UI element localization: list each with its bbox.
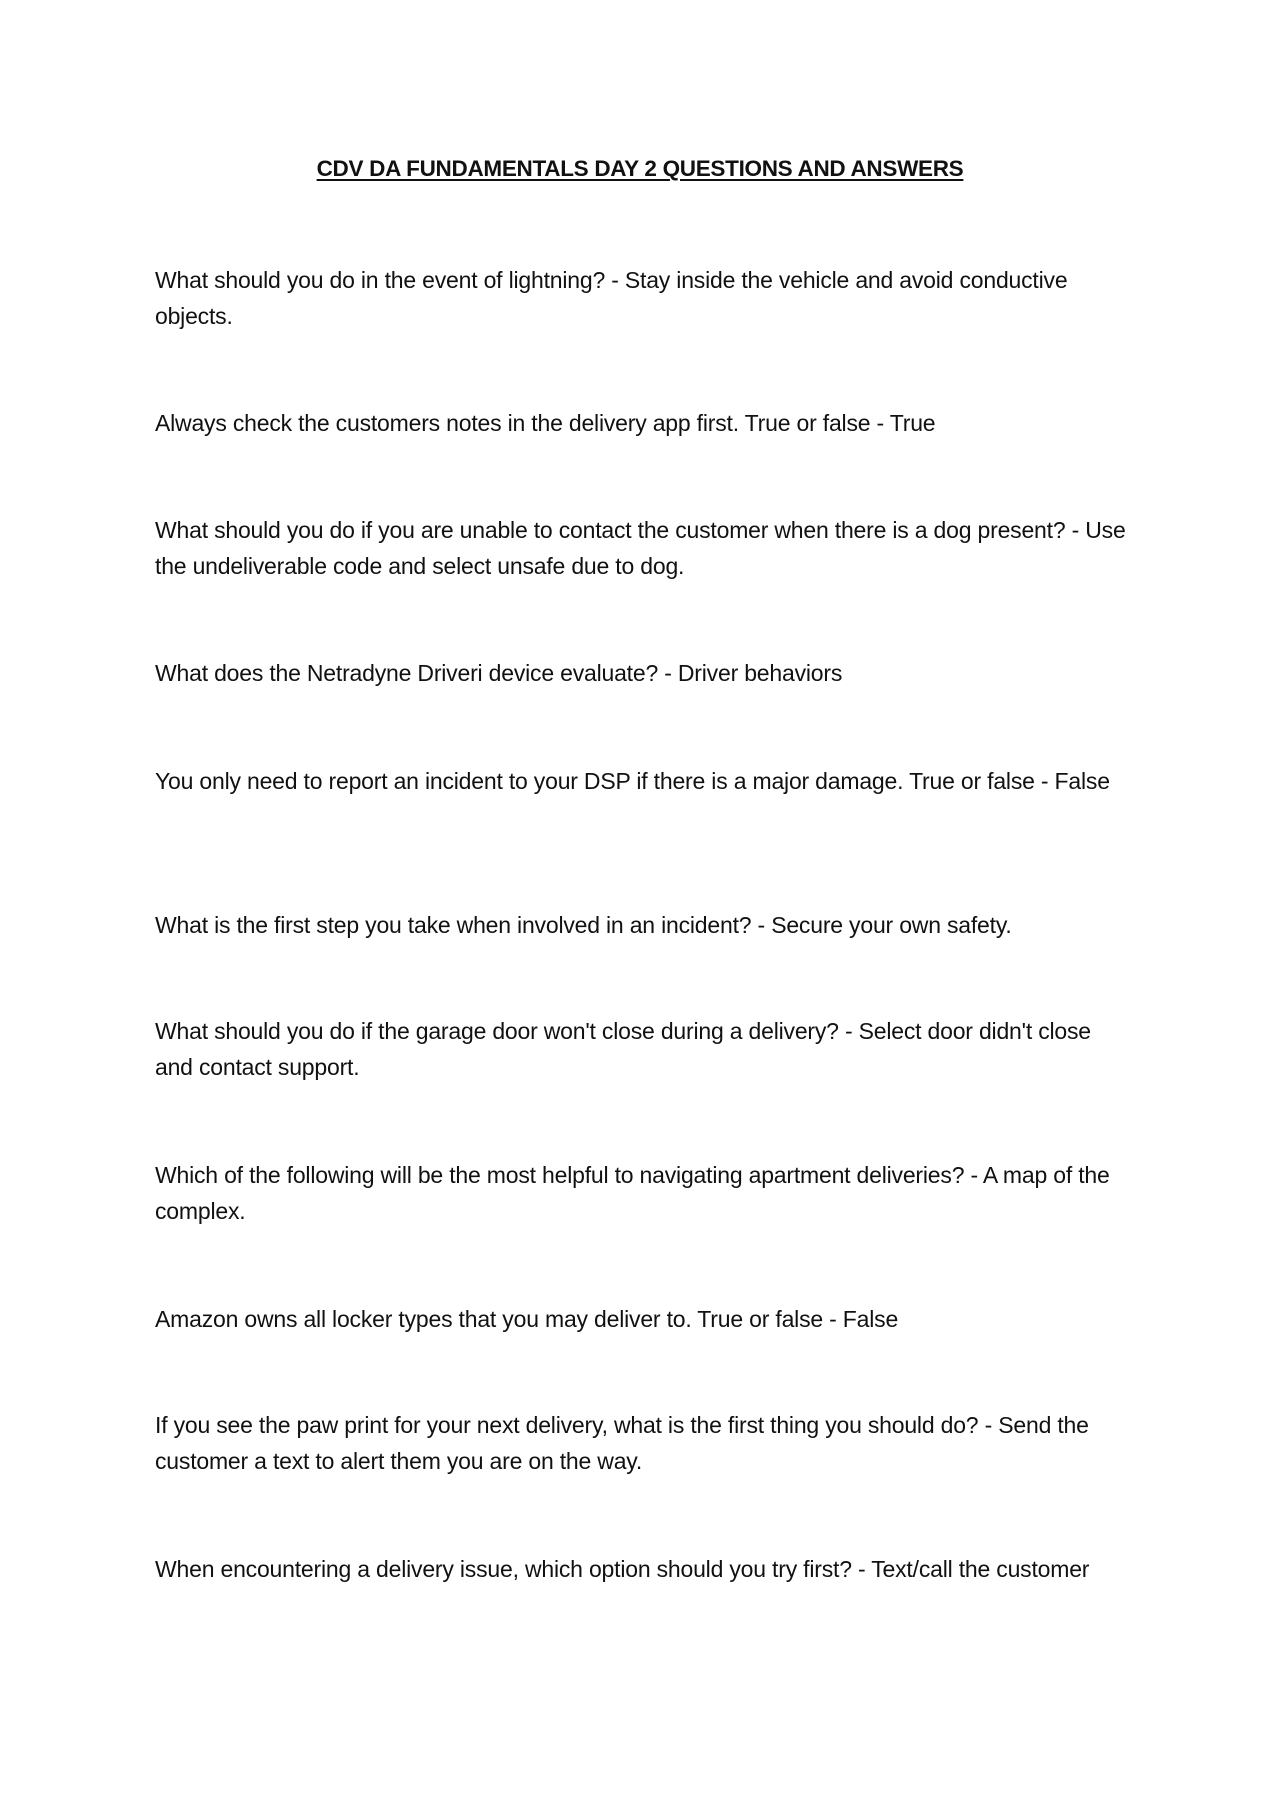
qa-item-paw-print: If you see the paw print for your next delivery, what is the first thing you should do? - Send the customer a text to alert them you are on the way.: [155, 1412, 1089, 1474]
qa-item-locker-types: Amazon owns all locker types that you may deliver to. True or false - False: [155, 1306, 899, 1332]
qa-item-garage-door: What should you do if the garage door won't close during a delivery? - Select door didn't close and contact support.: [155, 1018, 1091, 1080]
document-title: CDV DA FUNDAMENTALS DAY 2 QUESTIONS AND ANSWERS: [316, 156, 964, 181]
qa-item-first-step: What is the first step you take when involved in an incident? - Secure your own safety.: [155, 912, 1012, 938]
qa-item-report-incident: You only need to report an incident to your DSP if there is a major damage. True or false - False: [155, 768, 1110, 794]
qa-item-dog-present: What should you do if you are unable to contact the customer when there is a dog present? - Use the undeliverable code and select unsafe due to dog.: [155, 517, 1126, 579]
qa-item-netradyne: What does the Netradyne Driveri device evaluate? - Driver behaviors: [155, 660, 843, 686]
qa-item-delivery-issue: When encountering a delivery issue, which option should you try first? - Text/call the customer: [155, 1556, 1090, 1582]
qa-item-lightning: What should you do in the event of lightning? - Stay inside the vehicle and avoid conductive objects.: [155, 267, 1068, 329]
qa-item-customer-notes: Always check the customers notes in the delivery app first. True or false - True: [155, 410, 936, 436]
qa-item-apartment: Which of the following will be the most helpful to navigating apartment deliveries? - A map of the complex.: [155, 1162, 1110, 1224]
